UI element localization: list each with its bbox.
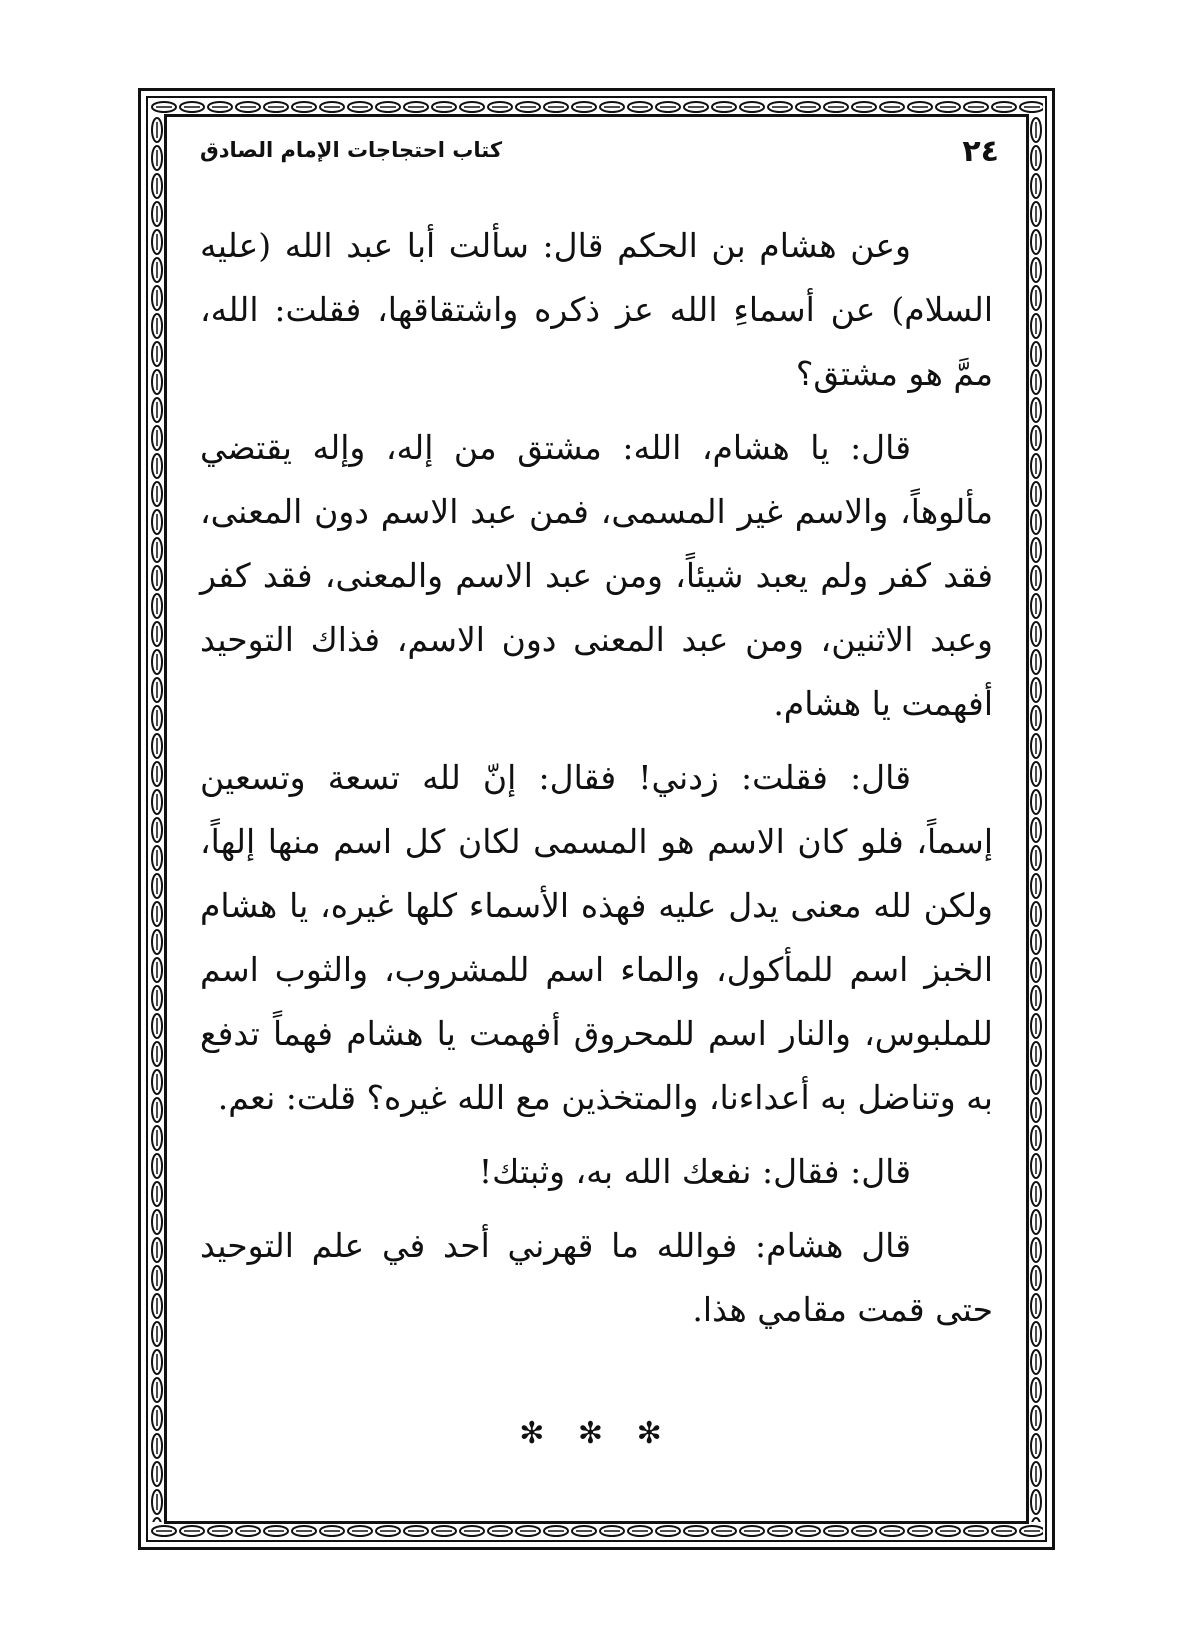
paragraph: وعن هشام بن الحكم قال: سألت أبا عبد الله (عليه السلام) عن أسماءِ الله عز ذكره واشتقاقها، فقلت: الله، ممَّ هو مشتق؟ [200,226,993,393]
ornament-band-left [149,116,165,1522]
paragraph: قال هشام: فوالله ما قهرني أحد في علم التوحيد حتى قمت مقامي هذا. [200,1226,993,1329]
ornament-band-right [1028,116,1044,1522]
text-body [200,214,993,1352]
ornament-band-top [150,99,1043,115]
page-content [190,128,1003,1508]
page-header [190,134,1003,174]
paragraph: قال: فقال: نفعك الله به، وثبتك! [478,1152,911,1191]
section-separator: ✻ ✻ ✻ [519,1416,674,1451]
page-number: ٢٤ [962,134,999,169]
running-title: كتاب احتجاجات الإمام الصادق [200,138,503,162]
paragraph: قال: يا هشام، الله: مشتق من إله، وإله يقتضي مألوهاً، والاسم غير المسمى، فمن عبد الاسم دون المعنى، فقد كفر ولم يعبد شيئاً، ومن عبد الاسم والمعنى، فقد كفر وعبد الاثنين، ومن عبد المعنى دون الاسم، فذاك التوحيد أفهمت يا هشام. [200,428,993,723]
paragraph: قال: فقلت: زدني! فقال: إنّ لله تسعة وتسعين إسماً، فلو كان الاسم هو المسمى لكان كل اسم منها إلهاً، ولكن لله معنى يدل عليه فهذه الأسماء كلها غيره، يا هشام الخبز اسم للمأكول، والماء اسم للمشروب، والثوب اسم للملبوس، والنار اسم للمحروق أفهمت يا هشام فهماً تدفع به وتناضل به أعداءنا، والمتخذين مع الله غيره؟ قلت: نعم. [200,758,993,1117]
ornament-band-bottom [150,1523,1043,1539]
